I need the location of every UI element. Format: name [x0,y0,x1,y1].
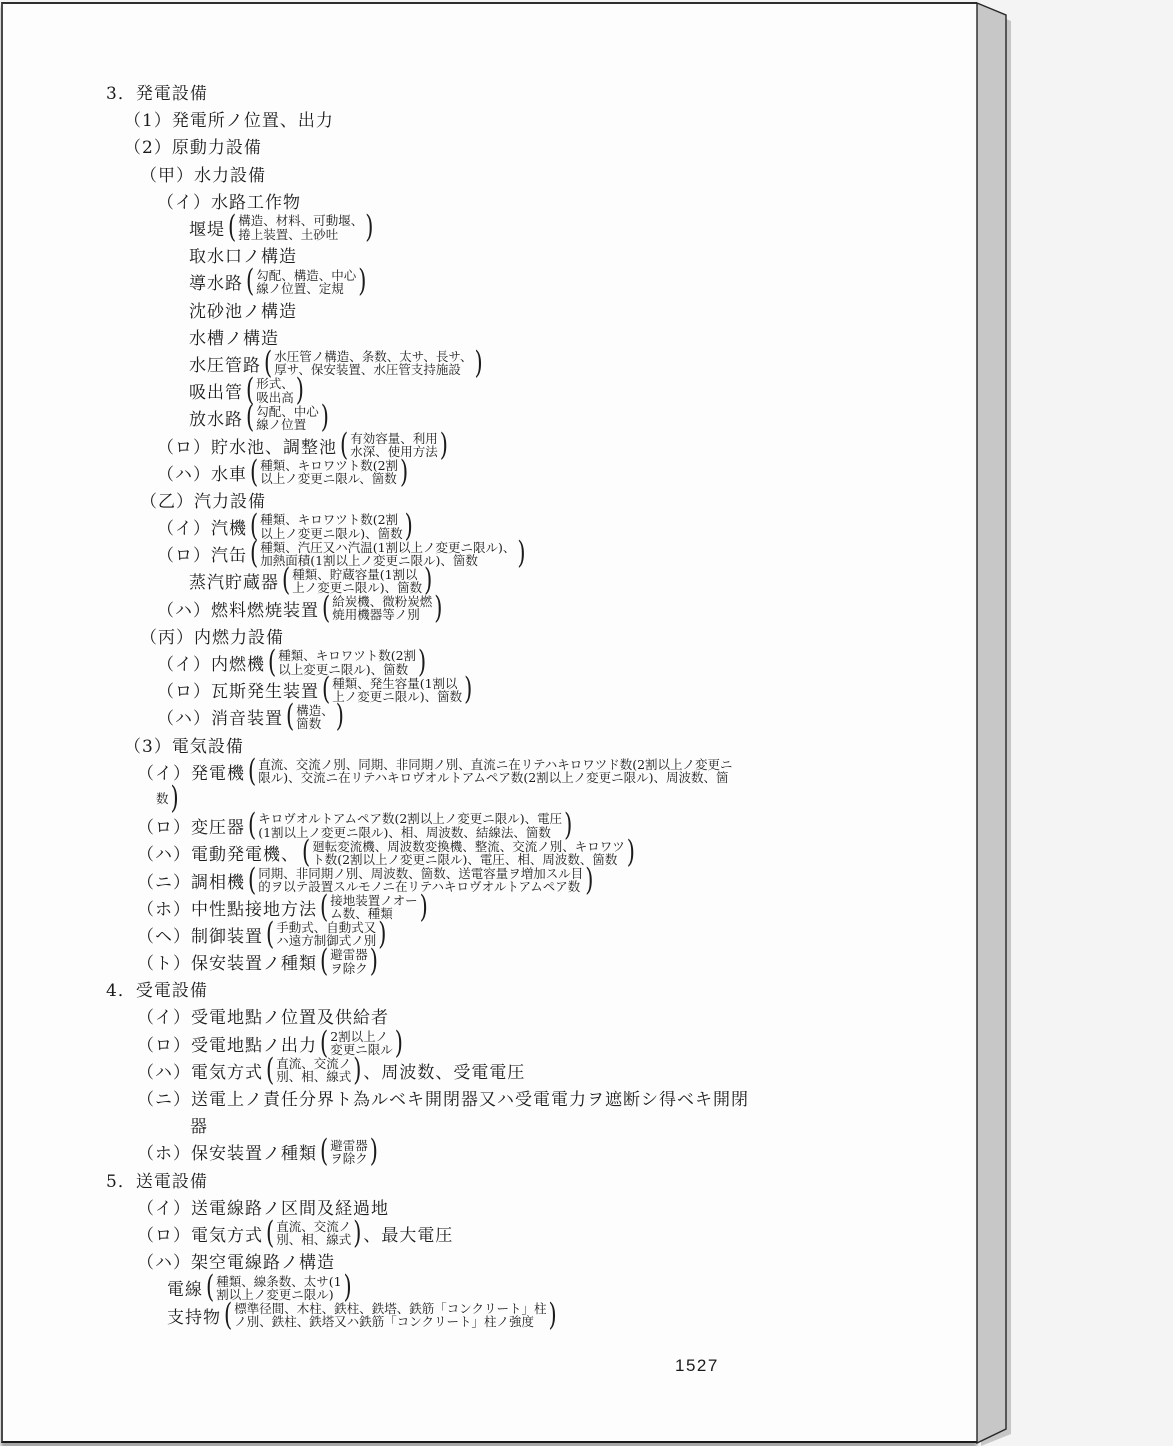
paren-stack [248,454,410,489]
paren-stack [226,209,375,245]
stack-row-top: 避雷器 [330,947,368,963]
stack-row-top: 勾配、構造、中心 [256,267,357,283]
stack-rows [256,269,356,295]
big-open-paren: ( [322,671,331,707]
line-text: （ヘ）制御装置 [137,926,263,947]
stack-row-top: 直流、交流ノ別、同期、非同期ノ別、直流ニ在リテハキロワツド数(2割以上ノ変更ニ [258,757,733,773]
line-text: （3）電気設備 [124,736,244,757]
doc-line-20 [157,590,977,625]
line-text: （1）発電所ノ位置、出力 [124,111,334,132]
stack-rows [274,350,472,376]
stack-row-bottom: 加熱面積(1割以上ノ変更ニ限ル)、箇数 [260,552,478,568]
stack-row-bottom: 焼用機器等ノ別 [332,607,420,623]
stack-row-top: 水圧管ノ構造、条数、太サ、長サ、 [274,349,473,365]
stack-row-top: 直流、交流ノ [276,1056,352,1072]
big-close-paren: ) [464,671,473,707]
stack-rows [276,1220,351,1246]
stack-rows [258,758,732,784]
big-close-paren: ) [548,1296,557,1332]
stack-row-bottom: 割以上ノ変更ニ限ル) [216,1286,334,1302]
doc-line-28 [137,807,977,843]
line-text: （2）原動力設備 [124,138,262,159]
stack-row-bottom: 別、相、線式 [276,1069,352,1085]
paren-stack [244,399,331,435]
stack-row-bottom: 上ノ変更ニ限ル)、箇数 [292,579,423,595]
line-text: （ハ）水車 [157,464,247,485]
doc-line-46 [167,1296,977,1332]
stack-row-top: 2割以上ノ [330,1028,389,1044]
stack-row-bottom: (1割以上ノ変更ニ限ル)、相、周波数、結線法、箇数 [258,824,551,840]
doc-line-32 [137,916,977,952]
big-close-paren: ) [353,1052,362,1088]
doc-line-38 [137,1084,977,1111]
big-close-paren: ) [404,508,413,544]
doc-line-23 [157,671,977,707]
stack-row-top: 接地装置ノオー [330,893,418,909]
big-close-paren: ) [394,1025,403,1060]
line-text: 、最大電圧 [363,1225,454,1246]
paren-stack [246,807,574,843]
doc-line-33 [137,943,977,979]
stack-row-top: 種類、キロワツト数(2割 [278,648,417,664]
stack-row-bottom: ヲ除ク [330,1150,368,1166]
stack-rows [234,1302,546,1328]
doc-line-19 [189,562,977,598]
doc-line-6 [189,209,977,245]
big-close-paren: ) [353,1215,362,1251]
fore-edge-shadow [981,9,1011,1446]
line-text: （ホ）保安装置ノ種類 [137,1144,317,1165]
stack-row-top: 直流、交流ノ [276,1219,352,1235]
doc-line-17 [157,508,977,544]
big-open-paren: ( [206,1269,215,1305]
stack-row-top: 廻転変流機、周波数変換機、整流、交流ノ別、キロワツ [312,838,625,854]
big-close-paren: ) [365,209,374,245]
big-open-paren: ( [320,1025,329,1060]
stack-row-bottom: ヲ除ク [330,960,368,976]
stack-rows [216,1275,341,1301]
paren-stack [248,508,415,544]
doc-line-5 [157,187,977,214]
line-text: 、周波数、受電電圧 [363,1062,526,1083]
line-text: （ハ）架空電線路ノ構造 [137,1253,335,1274]
line-text: （ロ）受電地點ノ出力 [137,1035,317,1056]
stack-rows [312,840,625,866]
paren-stack [318,943,380,979]
big-close-paren: ) [400,454,409,489]
big-open-paren: ( [268,644,277,680]
line-text: （ニ）送電上ノ責任分界ト為ルベキ開閉器又ハ受電電力ヲ遮断シ得ベキ開閉 [137,1090,749,1111]
doc-line-14 [157,426,977,462]
stack-row-bottom: ム数、種類 [330,906,393,922]
line-text: （ロ）電気方式 [137,1225,263,1246]
doc-line-7 [189,241,977,268]
line-text: （ホ）中性點接地方法 [137,899,317,920]
big-open-paren: ( [266,1215,275,1251]
line-text: 水槽ノ構造 [189,328,279,349]
big-close-paren: ) [378,916,387,952]
line-text: 沈砂池ノ構造 [189,301,297,322]
big-open-paren: ( [228,209,237,245]
stack-rows [238,214,363,240]
stack-rows [276,1057,351,1083]
line-text: （ハ）電気方式 [137,1062,263,1083]
stack-row-bottom: 的ヲ以テ設置スルモノニ在リテハキロヴオルトアムペア数 [258,879,581,895]
big-close-paren: ) [335,698,344,734]
doc-line-44 [137,1247,977,1274]
line-text: （イ）水路工作物 [157,192,301,213]
stack-rows [330,894,417,920]
big-close-paren: ) [170,780,179,816]
stack-rows [260,459,398,485]
stack-rows [292,568,422,594]
paren-stack [318,1025,405,1060]
doc-line-29 [137,834,977,870]
big-close-paren: ) [434,590,443,625]
big-open-paren: ( [264,345,273,381]
line-text: 導水路 [189,274,243,295]
doc-line-8 [189,263,977,299]
stack-row-top: 同期、非同期ノ別、周波数、箇数、送電容量ヲ増加スル目 [258,865,584,881]
doc-line-30 [137,861,977,897]
big-open-paren: ( [320,889,329,924]
line-text: 取水口ノ構造 [189,247,297,268]
paren-stack [338,426,450,462]
stack-row-top: 種類、発生容量(1割以 [332,675,458,691]
stack-row-top: 種類、キロワツト数(2割 [260,512,399,528]
stack-row-top: 標準径間、木柱、鉄柱、鉄塔、鉄筋「コンクリート」柱 [234,1300,547,1316]
doc-line-18 [157,535,977,571]
big-close-paren: ) [626,834,635,870]
doc-line-3 [124,132,977,159]
line-text: （ハ）燃料燃焼装置 [157,600,319,621]
big-open-paren: ( [266,916,275,952]
doc-line-37 [137,1052,977,1088]
line-text: （丙）内燃力設備 [140,627,284,648]
big-open-paren: ( [250,508,259,544]
big-close-paren: ) [369,943,378,979]
stack-row-top: 手動式、自動式又 [276,920,377,936]
stack-rows [332,595,432,621]
stack-row-top: 種類、貯蔵容量(1割以 [292,566,418,582]
big-open-paren: ( [246,372,255,408]
doc-line-21 [140,622,977,649]
line-text: （イ）受電地點ノ位置及供給者 [137,1008,389,1029]
doc-line-15 [157,454,977,489]
big-open-paren: ( [250,454,259,489]
stack-row-top: 種類、キロワツト数(2割 [260,458,399,474]
stack-row-bottom: ノ別、鉄柱、鉄塔又ハ鉄筋「コンクリート」柱ノ強度 [234,1314,534,1330]
big-open-paren: ( [286,698,295,734]
paren-stack [318,1133,380,1169]
big-open-paren: ( [248,861,257,897]
paren-stack [222,1296,559,1332]
line-text: （イ）内燃機 [157,655,265,676]
doc-line-24 [157,698,977,734]
stack-row-bottom: 別、相、線式 [276,1232,352,1248]
stack-rows [278,649,416,675]
line-text: （ニ）調相機 [137,872,245,893]
big-close-paren: ) [564,807,573,843]
big-open-paren: ( [250,535,259,571]
big-open-paren: ( [322,590,331,625]
line-text: （イ）発電機 [137,763,245,784]
big-close-paren: ) [424,562,433,598]
doc-line-31 [137,889,977,924]
stack-rows [330,1139,368,1165]
stack-rows [260,541,515,567]
big-close-paren: ) [358,263,367,299]
fore-edge-face [977,3,1006,1443]
doc-line-39 [190,1111,977,1138]
line-text: 5．送電設備 [106,1171,208,1192]
stack-rows [296,704,334,730]
line-text: 電線 [167,1280,203,1301]
big-close-paren: ) [418,644,427,680]
stack-row-bottom: ト数(2割以上ノ変更ニ限ル)、電圧、相、周波数、箇数 [312,851,618,867]
paren-stack [280,562,434,598]
line-text: 水圧管路 [189,355,261,376]
stack-row-bottom: 上ノ変更ニ限ル)、箇数 [332,688,463,704]
stack-row-top: 構造、 [296,702,334,718]
paren-stack [244,263,368,299]
stack-row-top: 構造、材料、可動堰、 [238,213,364,229]
line-text: （甲）水力設備 [140,165,266,186]
line-text: 3．発電設備 [106,84,208,105]
big-open-paren: ( [246,263,255,299]
doc-line-12 [189,372,977,408]
big-close-paren: ) [439,426,448,462]
stack-rows [350,432,438,458]
line-text: （ハ）電動発電機、 [137,845,299,866]
line-text: （ハ）消音装置 [157,709,283,730]
paren-stack [318,889,430,924]
doc-line-42 [137,1193,977,1220]
line-text: （イ）送電線路ノ区間及経過地 [137,1198,389,1219]
stack-rows [330,948,368,974]
stack-row-bottom: 変更ニ限ル [330,1042,393,1058]
big-close-paren: ) [474,345,483,381]
line-text: （イ）汽機 [157,519,247,540]
stack-row-top: 避雷器 [330,1137,368,1153]
stack-row-top: 給炭機、微粉炭燃 [332,593,433,609]
document-content [3,78,977,1332]
doc-line-16 [140,486,977,513]
doc-line-10 [189,323,977,350]
line-text: 器 [190,1117,208,1138]
big-close-paren: ) [419,889,428,924]
doc-line-26 [137,753,977,788]
big-close-paren: ) [343,1269,352,1305]
big-open-paren: ( [320,943,329,979]
big-open-paren: ( [282,562,291,598]
big-open-paren: ( [320,1133,329,1169]
stack-rows [256,377,294,403]
line-text: 吸出管 [189,383,243,404]
paren-stack [246,753,733,788]
stack-row-bottom: 捲上装置、土砂吐 [238,226,339,242]
stack-rows [330,1030,393,1056]
stack-row-bottom: 以上変更ニ限ル)、箇数 [278,661,409,677]
stack-row-top: 種類、線条数、太サ(1 [216,1273,342,1289]
stack-rows [332,677,462,703]
big-close-paren: ) [517,535,526,571]
stack-row-top: 勾配、中心 [256,403,319,419]
big-close-paren: ) [585,861,594,897]
page-number: 1527 [675,1356,719,1375]
big-close-paren: ) [320,399,329,435]
big-open-paren: ( [266,1052,275,1088]
big-open-paren: ( [224,1296,233,1332]
stack-rows [256,405,319,431]
doc-line-11 [189,345,977,381]
stack-rows [260,513,402,539]
line-text: （ロ）瓦斯発生装置 [157,682,319,703]
line-text: （ロ）変圧器 [137,818,245,839]
doc-line-2 [124,105,977,132]
doc-line-22 [157,644,977,680]
line-text: 蒸汽貯蔵器 [189,573,279,594]
big-close-paren: ) [369,1133,378,1169]
big-open-paren: ( [246,399,255,435]
doc-line-41 [106,1166,977,1193]
paren-stack [284,698,346,734]
line-text: （ロ）汽缶 [157,546,247,567]
stack-row-bottom: 線ノ位置 [256,416,307,432]
line-text: 支持物 [167,1307,221,1328]
big-open-paren: ( [340,426,349,462]
doc-line-35 [137,1002,977,1029]
paren-stack [320,590,444,625]
doc-line-36 [137,1025,977,1060]
line-text: 堰堤 [189,220,225,241]
line-text: 放水路 [189,410,243,431]
doc-line-4 [140,160,977,187]
stack-row-bottom: 以上ノ変更ニ限ル、箇数 [260,471,397,487]
continuation-small-text: 数 [156,791,169,807]
stack-row-bottom: 限ル)、交流ニ在リテハキロヴオルトアムペア数(2割以上ノ変更ニ限ル)、周波数、箇 [258,770,729,786]
stack-row-bottom: 水深、使用方法 [350,444,438,460]
big-open-paren: ( [248,807,257,843]
line-text: （ト）保安装置ノ種類 [137,954,317,975]
stack-row-bottom: 吸出高 [256,389,294,405]
doc-line-40 [137,1133,977,1169]
paren-stack [266,644,428,680]
stack-row-bottom: 線ノ位置、定規 [256,280,344,296]
doc-line-13 [189,399,977,435]
stack-row-bottom: 以上ノ変更ニ限ル)、箇数 [260,525,403,541]
big-close-paren: ) [295,372,304,408]
line-text: （乙）汽力設備 [140,491,266,512]
stack-row-bottom: 箇数 [296,715,322,731]
paren-stack [264,1052,363,1088]
paren-stack [264,1215,363,1251]
doc-line-1 [106,78,977,105]
big-open-paren: ( [248,753,257,788]
stack-row-bottom: 厚サ、保安装置、水圧管支持施設 [274,362,461,378]
line-text: （ロ）貯水池、調整池 [157,437,337,458]
doc-line-34 [106,975,977,1002]
doc-line-43 [137,1215,977,1251]
stack-row-top: キロヴオルトアムペア数(2割以上ノ変更ニ限ル)、電圧 [258,811,563,827]
doc-line-45 [167,1269,977,1305]
stack-row-top: 種類、汽圧又ハ汽温(1割以上ノ変更ニ限ル)、 [260,539,516,555]
line-text: 4．受電設備 [106,981,208,1002]
stack-row-top: 有効容量、利用 [350,430,438,446]
stack-row-bottom: ハ遠方制御式ノ別 [276,933,377,949]
scanned-page [1,2,977,1443]
stack-row-top: 形式、 [256,376,294,392]
doc-line-9 [189,296,977,323]
big-open-paren: ( [302,834,311,870]
